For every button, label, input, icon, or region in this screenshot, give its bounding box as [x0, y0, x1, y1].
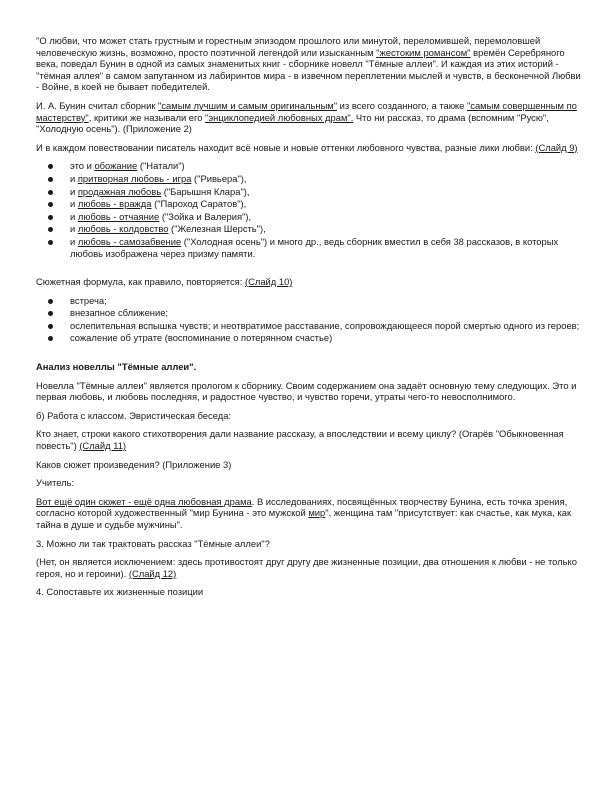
prologue-paragraph: Новелла "Тёмные аллеи" является прологом к сборнику. Своим содержанием она задаёт основную тему следующих. Это и первая любовь, и любовь последняя, и радостное чувство, и чувство горечи, утраты чего-то невосполнимого. — [36, 379, 577, 403]
bunin-paragraph — [36, 100, 582, 135]
exception-paragraph — [36, 556, 582, 579]
who-paragraph — [36, 428, 582, 451]
shades-text: И в каждом повествовании писатель находит всё новые и новые оттенки любовного чувства, разные лики любви: — [36, 141, 536, 153]
intro-paragraph — [36, 35, 582, 93]
formula-paragraph — [36, 276, 582, 288]
work-paragraph: б) Работа с классом. Эвристическая беседа: — [36, 409, 232, 421]
item-prefix: и — [70, 185, 78, 197]
list-item — [70, 223, 582, 235]
item-prefix: и — [70, 235, 78, 247]
spacer — [36, 266, 582, 276]
item-suffix: ("Зойка и Валерия"), — [159, 210, 252, 222]
slide-12-link: (Слайд 12) — [128, 567, 177, 579]
list-item — [70, 186, 582, 198]
bunin-text-3: , критики же называли его — [88, 111, 206, 123]
spacer — [36, 351, 582, 361]
formula-list — [36, 295, 582, 344]
list-item — [70, 236, 582, 259]
item-suffix: ("Ривьера"), — [191, 172, 247, 184]
item-prefix: это и — [70, 160, 95, 172]
list-item: ослепительная вспышка чувств; и неотвратимое расставание, сопровождающееся порой смертью одного из героев; — [70, 320, 582, 332]
slide-11-link: (Слайд 11) — [79, 440, 127, 452]
analysis-heading: Анализ новеллы "Тёмные аллеи". — [36, 361, 197, 373]
question-3-paragraph: 3. Можно ли так трактовать рассказ "Тёмные аллеи"? — [36, 537, 270, 549]
bunin-text-4: Что ни рассказ, то драма (вспомним "Русю", "Холодную осень"). (Приложение 2) — [36, 111, 549, 135]
formula-text: Сюжетная формула, как правило, повторяется: — [36, 276, 245, 288]
intro-text-1: "О любви, что может стать грустным и горестным эпизодом прошлого или минутой, переломившей, перемоловшей человеческую жизнь, возможно, просто поэтичной легендой или изысканным — [36, 35, 541, 58]
bunin-text-2: из всего созданного, а также — [337, 99, 467, 111]
shades-paragraph — [36, 142, 582, 154]
plot-paragraph: Каков сюжет произведения? (Приложение 3) — [36, 458, 232, 470]
list-item: сожаление об утрате (воспоминание о потерянном счастье) — [70, 332, 582, 344]
item-suffix: ("Барышня Клара"), — [161, 185, 250, 197]
item-underlined: притворная любовь - игра — [77, 172, 192, 184]
another-underlined-1: Вот ещё один сюжет - ещё одна любовная драма — [36, 495, 252, 507]
item-suffix: ("Пароход Саратов"), — [151, 198, 247, 210]
item-suffix: ("Холодная осень") и много др., ведь сборник вместил в себя 38 рассказов, в которых любовь изображена через призму памяти. — [70, 235, 559, 259]
item-prefix: и — [70, 210, 78, 222]
exception-text: (Нет, он является исключением: здесь противостоят друг другу две жизненные позиции, два отношения к любви - не только героя, но и героини). — [36, 556, 577, 579]
who-text: Кто знает, строки какого стихотворения дали название рассказу, а впоследствии и всему циклу? (Огарёв "Обыкновенная повесть") — [36, 428, 564, 452]
item-suffix: ("Железная Шерсть"), — [168, 223, 266, 235]
item-underlined: любовь - вражда — [77, 198, 152, 210]
list-item: внезапное сближение; — [70, 307, 582, 319]
another-text-2: ", женщина там "присутствует: как счастье, как мука, как тайна в душе и судьбе мужчины". — [36, 507, 572, 530]
bunin-underlined-2: "самым совершенным по мастерству" — [36, 99, 577, 123]
list-item: встреча; — [70, 295, 582, 307]
item-prefix: и — [70, 198, 78, 210]
bunin-underlined-3: "энциклопедией любовных драм". — [205, 111, 354, 123]
list-item — [70, 211, 582, 223]
another-text-1: . В исследованиях, посвящённых творчеству Бунина, есть точка зрения, согласно которой художественный "мир Бунина - это мужской — [36, 495, 568, 519]
item-underlined: продажная любовь — [77, 185, 162, 197]
intro-text-2: времён Серебряного века, поведал Бунин в одной из самых знаменитых книг - сборнике новелл "Тёмные аллеи". И каждая из этих историй - "тёмная аллея" в самом запутанном из лабиринтов мира - в извечном переплетении мыслей и чувств, в бесконечной Любви - Войне, в коей не бывает победителей. — [36, 46, 581, 93]
list-item — [70, 160, 582, 172]
item-prefix: и — [70, 172, 78, 184]
teacher-paragraph: Учитель: — [36, 477, 75, 489]
intro-underlined: "жестоким романсом" — [376, 46, 471, 58]
item-underlined: любовь - колдовство — [77, 223, 169, 235]
item-prefix: и — [70, 223, 78, 235]
item-underlined: любовь - самозабвение — [77, 235, 182, 247]
shades-list — [36, 160, 582, 259]
list-item — [70, 198, 582, 210]
bunin-text-1: И. А. Бунин считал сборник — [36, 99, 159, 111]
bunin-underlined-1: "самым лучшим и самым оригинальным" — [158, 99, 338, 111]
item-underlined: любовь - отчаяние — [77, 210, 160, 222]
slide-9-link: (Слайд 9) — [535, 141, 578, 153]
item-suffix: ("Натали") — [137, 160, 185, 172]
slide-10-link: (Слайд 10) — [244, 276, 293, 288]
another-underlined-2: мир — [308, 507, 326, 519]
another-plot-paragraph — [36, 496, 582, 531]
question-4-paragraph: 4. Сопоставьте их жизненные позиции — [36, 586, 204, 598]
item-underlined: обожание — [94, 160, 138, 172]
list-item — [70, 173, 582, 185]
